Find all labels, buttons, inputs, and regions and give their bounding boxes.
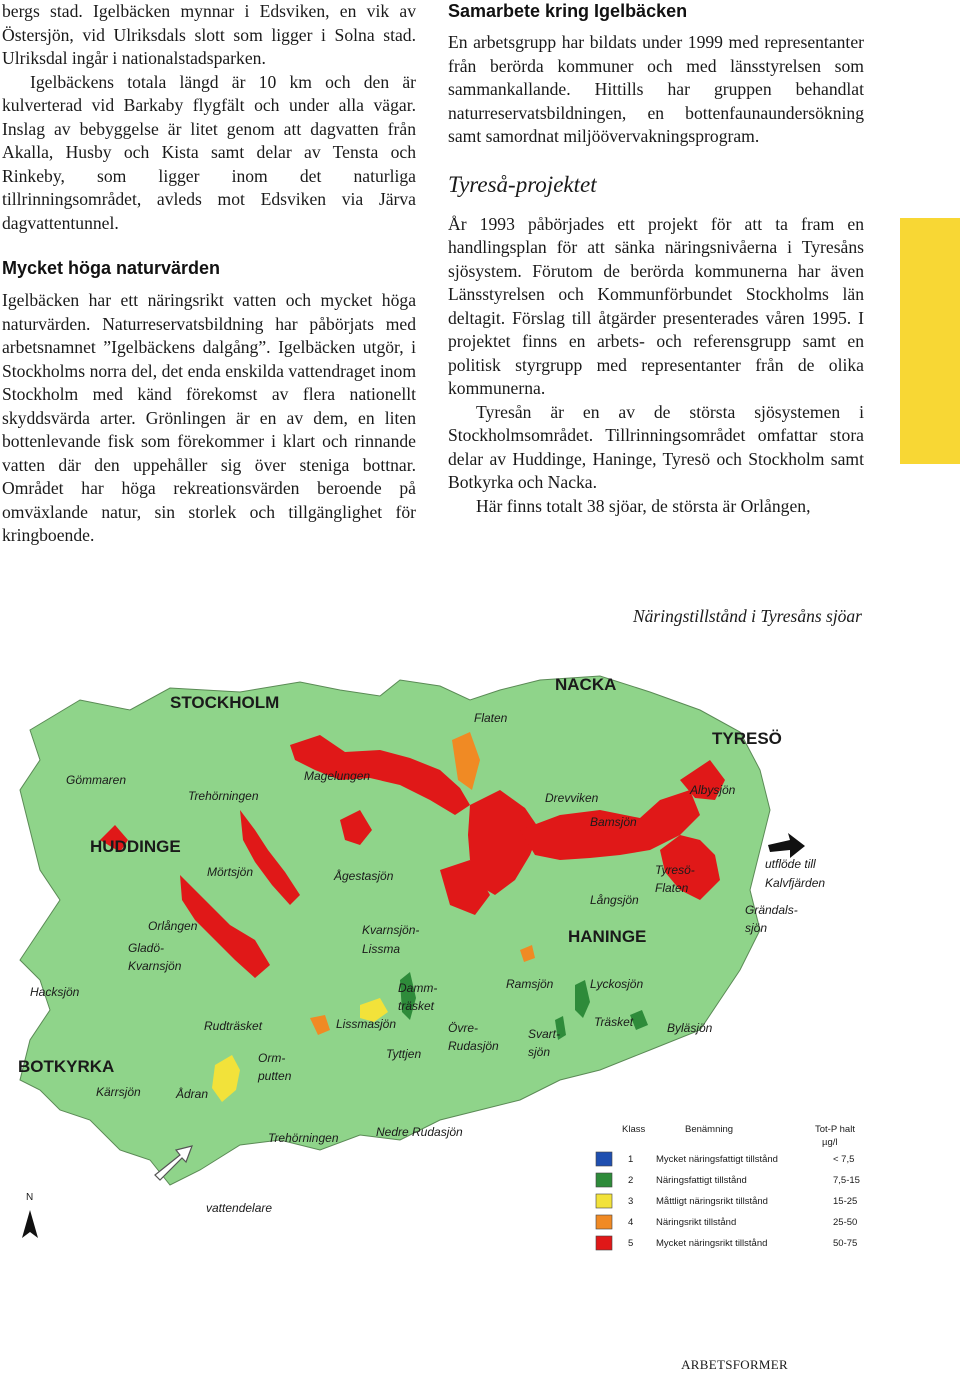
lake-label: Hacksjön [30,985,80,999]
lake-label: sjön [745,921,768,935]
lake-label: träsket [398,999,435,1013]
paragraph: En arbetsgrupp har bildats under 1999 med representanter från berörda kommuner och med länsstyrelsen som sammankallande. Hittills har gruppen behandlat naturreservatsbildningen, en bottenfaunaundersökning samt samordnat miljöövervakningsprogram. [448,32,864,146]
lake-label: putten [258,1069,292,1083]
lake-label: Orlången [148,919,198,933]
lake-label: Träsket [594,1015,634,1029]
lake-label: Trehörningen [188,789,259,803]
legend-tp: 50-75 [833,1238,858,1249]
outflow-arrow [768,833,805,858]
lake-label: Lyckosjön [590,977,644,991]
legend-class: 2 [628,1175,634,1186]
lake-label: Orm- [258,1051,286,1065]
paragraph: År 1993 påbörjades ett projekt för att ta fram en handlingsplan för att sänka näringsnivåerna i Tyresåns sjösystem. Förutom de berörda kommunerna har även Länsstyrelsen och Kommunförbundet Stockholms län deltagit. Förslag till åtgärder presenterades våren 1995. I projektet finns en arbets- och referensgrupp samt en politisk styrgrupp med representanter från de olika kommunerna. [448,213,864,398]
section-tab-marker [900,218,960,464]
lake-label: Byläsjön [667,1021,713,1035]
section-heading: Tyreså-projektet [448,171,597,197]
outflow-label: utflöde till [765,857,816,871]
legend-name: Måttligt näringsrikt tillstånd [656,1196,768,1207]
lake-label: Damm- [398,981,438,995]
lake-label: Ågestasjön [334,869,394,883]
lake-label: Kvarnsjön [128,959,182,973]
lake-label: Övre- [448,1021,478,1035]
lake-label: Kvarnsjön- [362,923,420,937]
lake-label: Rudträsket [204,1019,263,1033]
lake-label: Tyresö- [655,863,695,877]
legend-name: Mycket näringsfattigt tillstånd [656,1154,778,1165]
left-column [2,0,416,548]
legend-header: Klass [622,1124,646,1135]
lake-label: Grändals- [745,903,798,917]
municipality-label: BOTKYRKA [18,1057,115,1076]
lake-label: Lissmasjön [336,1017,397,1031]
page-footer: ARBETSFORMER [681,1357,788,1372]
lake-label: Magelungen [304,769,371,783]
lake-label: Gömmaren [66,773,127,787]
lake-label: Ramsjön [506,977,554,991]
lake-label: sjön [528,1045,551,1059]
legend-header: µg/l [822,1137,838,1148]
lake-label: Mörtsjön [207,865,254,879]
lake-label: Albysjön [690,783,736,797]
legend-swatch [596,1236,612,1250]
section-heading: Samarbete kring Igelbäcken [448,1,688,21]
municipality-label: STOCKHOLM [170,693,280,712]
lake-label: Bamsjön [590,815,637,829]
legend-swatch [596,1173,612,1187]
watershed-label: vattendelare [206,1201,273,1215]
lake-label: Långsjön [590,893,639,907]
lake-label: Trehörningen [268,1131,339,1145]
map-legend [592,1118,874,1258]
legend-class: 5 [628,1238,634,1249]
paragraph: Här finns totalt 38 sjöar, de största är Orlången, [476,495,811,516]
legend-header: Tot-P halt [815,1124,855,1135]
legend-tp: < 7,5 [833,1154,855,1165]
north-arrow-icon [22,1210,38,1238]
section-heading: Mycket höga naturvärden [2,258,221,278]
municipality-label: HANINGE [568,927,647,946]
legend-name: Näringsrikt tillstånd [656,1217,737,1228]
lake-label: Svart- [528,1027,561,1041]
lake-label: Flaten [655,881,689,895]
legend-swatch [596,1152,612,1166]
municipality-label: TYRESÖ [712,729,782,748]
lake-label: Nedre Rudasjön [376,1125,463,1139]
north-label: N [26,1192,34,1203]
paragraph: Igelbäckens totala längd är 10 km och den är kulverterad vid Barkaby flygfält och under alla vägar. Inslag av bebyggelse är litet genom att dagvatten från Akalla, Husby och Kista samt delar av Tensta och Rinkeby, som ligger inom det naturliga tillrinningsområdet, avleds mot Edsviken via Järva dagvattentunnel. [2,71,416,233]
legend-swatch [596,1215,612,1229]
lake-label: Flaten [474,711,508,725]
legend-name: Mycket näringsrikt tillstånd [656,1238,768,1249]
lake-label: Lissma [362,942,401,956]
lake-label: Kärrsjön [96,1085,141,1099]
legend-tp: 25-50 [833,1217,858,1228]
lake-label: Rudasjön [448,1039,499,1053]
lake-map [0,640,880,1280]
map-caption: Näringstillstånd i Tyresåns sjöar [633,606,862,626]
right-column [448,0,864,518]
legend-header: Benämning [685,1124,734,1135]
lake-label: Drevviken [545,791,599,805]
lake-label: Tyttjen [386,1047,422,1061]
legend-tp: 7,5-15 [833,1175,860,1186]
legend-tp: 15-25 [833,1196,858,1207]
paragraph: Igelbäcken har ett näringsrikt vatten och mycket höga naturvärden. Naturreservatsbildning har påbörjats med arbetsnamnet ”Igelbäckens dalgång”. Igelbäcken utgör, i Stockholms norra del, det enda enskilda vattendraget inom Stockholm med känd förekomst av flera nationellt skyddsvärda arter. Grönlingen är en av dem, en liten bottenlevande fisk som förekommer i klart och rinnande vatten där den uppehåller sig över steniga bottnar. Området har höga rekreationsvärden beroende på omväxlande natur, sin storlek och tillgänglighet för kringboende. [2,290,416,545]
lake-label: Ådran [176,1087,209,1101]
outflow-label: Kalvfjärden [765,876,826,890]
paragraph: bergs stad. Igelbäcken mynnar i Edsviken, en vik av Östersjön, vid Ulriksdals slott som ligger i Solna stad. Ulriksdal ingår i nationalstadsparken. [2,1,416,68]
lake-label: Gladö- [128,941,165,955]
legend-class: 1 [628,1154,634,1165]
legend-name: Näringsfattigt tillstånd [656,1175,747,1186]
legend-class: 3 [628,1196,634,1207]
municipality-label: NACKA [555,675,617,694]
legend-class: 4 [628,1217,634,1228]
paragraph: Tyresån är en av de största sjösystemen i Stockholmsområdet. Tillrinningsområdet omfattar stora delar av Huddinge, Haninge, Tyresö och Stockholm samt Botkyrka och Nacka. [448,401,864,492]
municipality-label: HUDDINGE [90,837,181,856]
legend-swatch [596,1194,612,1208]
